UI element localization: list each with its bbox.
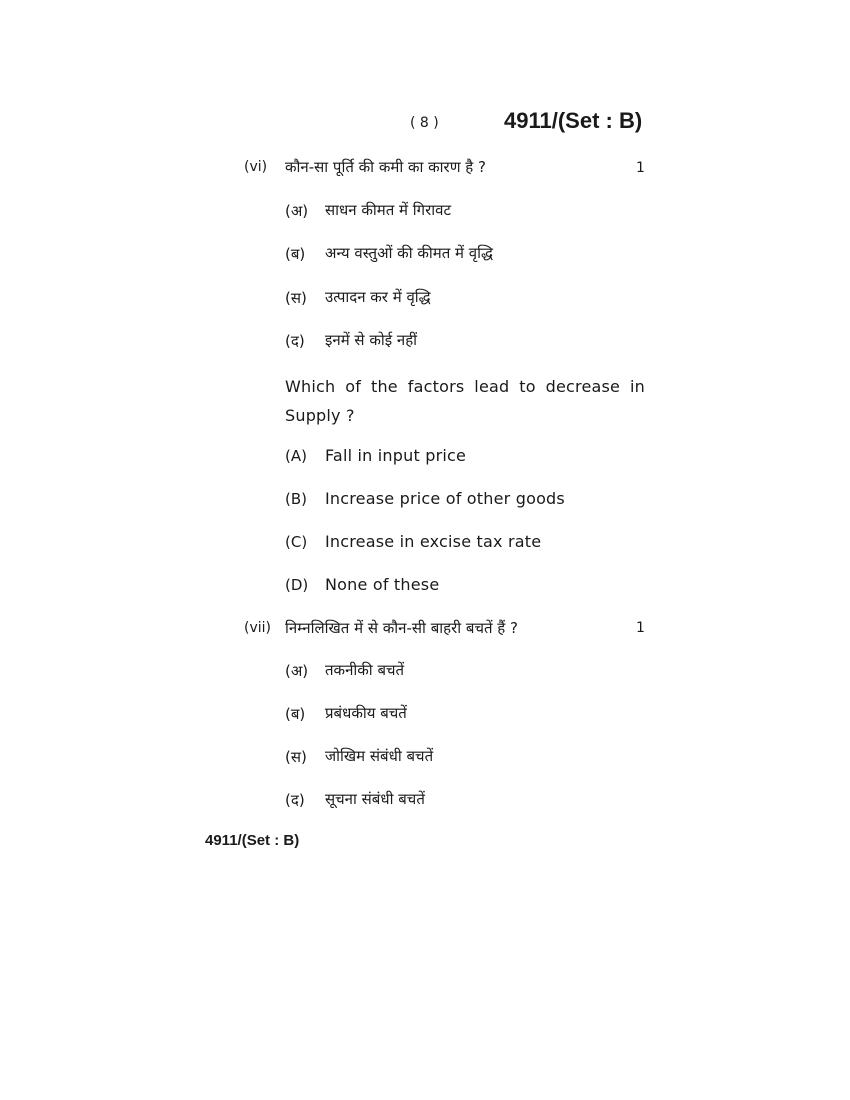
option-text-vi-hindi-b: अन्य वस्तुओं की कीमत में वृद्धि [325, 244, 493, 262]
option-text-vi-english-d: None of these [325, 575, 440, 594]
option-text-vi-hindi-c: उत्पादन कर में वृद्धि [325, 288, 431, 306]
option-label-vi-hindi-c: (स) [285, 289, 307, 307]
option-label-vii-hindi-c: (स) [285, 748, 307, 766]
page-number: ( 8 ) [410, 115, 439, 131]
question-vi-english-text: Which of the factors lead to decrease in Supply ? [285, 377, 645, 425]
option-label-vi-hindi-d: (द) [285, 332, 305, 350]
option-text-vii-hindi-a: तकनीकी बचतें [325, 661, 405, 679]
question-vi-hindi-text: कौन-सा पूर्ति की कमी का कारण है ? [285, 158, 486, 176]
option-text-vii-hindi-c: जोखिम संबंधी बचतें [325, 747, 434, 765]
question-vi-marks: 1 [636, 160, 645, 176]
option-text-vii-hindi-b: प्रबंधकीय बचतें [325, 704, 407, 722]
question-number-vii: (vii) [244, 620, 271, 636]
option-text-vii-hindi-d: सूचना संबंधी बचतें [325, 790, 425, 808]
option-text-vi-english-a: Fall in input price [325, 446, 467, 465]
option-label-vii-hindi-d: (द) [285, 791, 305, 809]
option-label-vi-hindi-b: (ब) [285, 245, 306, 263]
option-label-vi-english-a: (A) [285, 447, 307, 465]
option-label-vi-english-b: (B) [285, 490, 307, 508]
option-text-vi-hindi-d: इनमें से कोई नहीं [325, 331, 418, 349]
question-number-vi: (vi) [244, 159, 268, 175]
option-text-vi-english-b: Increase price of other goods [325, 489, 565, 508]
question-vii-hindi-text: निम्नलिखित में से कौन-सी बाहरी बचतें हैं ? [285, 619, 519, 637]
option-text-vi-hindi-a: साधन कीमत में गिरावट [325, 201, 452, 219]
option-label-vi-hindi-a: (अ) [285, 202, 309, 220]
question-vii-marks: 1 [636, 620, 645, 636]
option-text-vi-english-c: Increase in excise tax rate [325, 532, 542, 551]
option-label-vi-english-d: (D) [285, 576, 309, 594]
paper-code-header: 4911/(Set : B) [504, 108, 643, 133]
option-label-vii-hindi-a: (अ) [285, 662, 309, 680]
option-label-vi-english-c: (C) [285, 533, 308, 551]
paper-code-footer: 4911/(Set : B) [205, 832, 300, 849]
option-label-vii-hindi-b: (ब) [285, 705, 306, 723]
